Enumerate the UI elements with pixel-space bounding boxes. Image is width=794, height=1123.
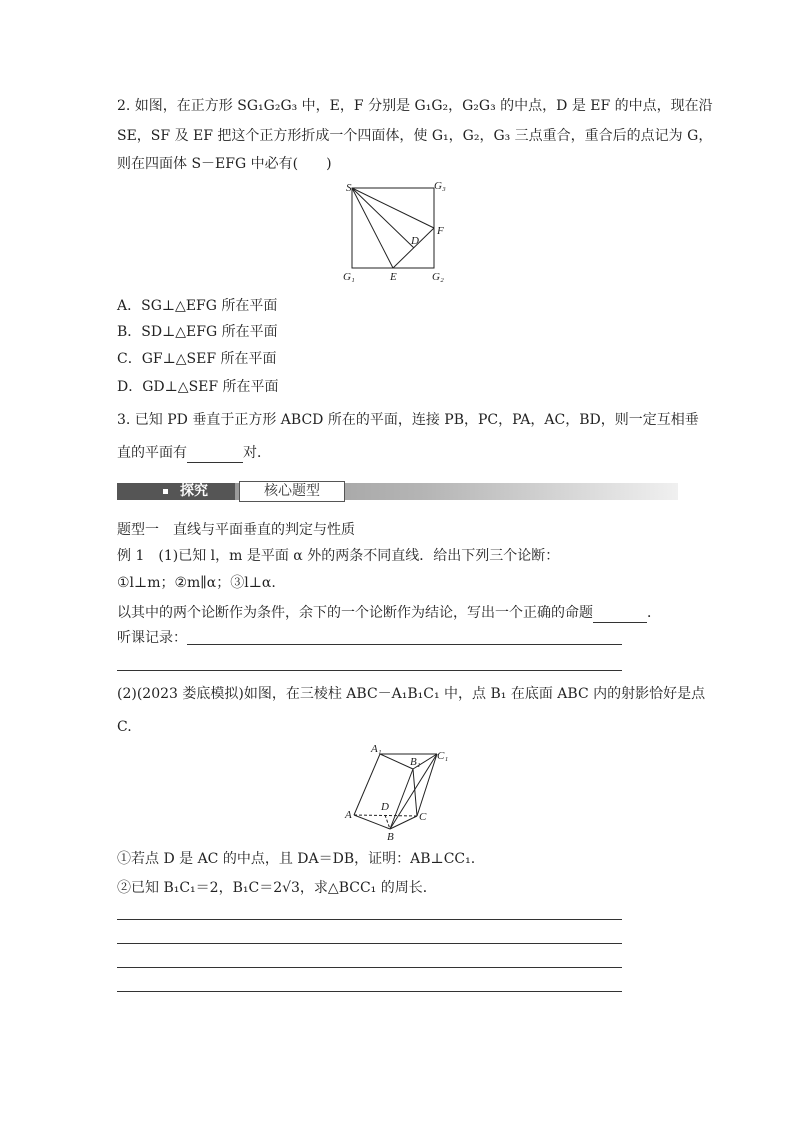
banner-square-icon — [163, 489, 168, 494]
q3-answer-blank — [187, 446, 243, 463]
prism-figure — [340, 740, 460, 846]
label-G3: G₃ — [434, 180, 446, 192]
label-D: D — [381, 801, 389, 813]
ex2-line-1: (2)(2023 娄底模拟)如图，在三棱柱 ABC－A₁B₁C₁ 中，点 B₁ 在底面 ABC 内的射影恰好是点 — [117, 686, 706, 702]
q2-option-b: B．SD⊥△EFG 所在平面 — [117, 324, 278, 340]
notes-line-2 — [117, 670, 622, 671]
q2-line-1: 2. 如图，在正方形 SG₁G₂G₃ 中，E，F 分别是 G₁G₂，G₂G₃ 的中点，D 是 EF 的中点，现在沿 — [117, 98, 713, 114]
ex1-line-3 — [117, 603, 661, 623]
type1-heading: 题型一 直线与平面垂直的判定与性质 — [117, 522, 355, 538]
square-folding-figure — [340, 176, 460, 292]
q2-option-c: C．GF⊥△SEF 所在平面 — [117, 351, 277, 367]
answer-line-4 — [117, 991, 622, 992]
ex2-line-2: C. — [117, 719, 132, 735]
notes-label: 听课记录： — [117, 630, 187, 646]
label-B1: B₁ — [410, 756, 421, 768]
q3-line-1: 3. 已知 PD 垂直于正方形 ABCD 所在的平面，连接 PB，PC，PA，AC，BD，则一定互相垂 — [117, 412, 699, 428]
label-G1: G₁ — [343, 271, 355, 283]
ex1-line-3-text: 以其中的两个论断作为条件，余下的一个论断作为结论，写出一个正确的命题 — [117, 605, 593, 621]
section-banner — [117, 480, 678, 502]
label-S: S — [346, 182, 352, 194]
q2-option-d: D．GD⊥△SEF 所在平面 — [117, 379, 279, 395]
answer-line-2 — [117, 943, 622, 944]
ex2-part-2: ②已知 B₁C₁＝2，B₁C＝2√3，求△BCC₁ 的周长． — [117, 880, 437, 896]
label-B: B — [387, 831, 394, 842]
ex1-line-2: ①l⊥m；②m∥α；③l⊥α. — [117, 575, 276, 591]
answer-line-3 — [117, 967, 622, 968]
ex1-line-3-end: ． — [647, 605, 661, 621]
q3-line-2 — [117, 443, 271, 463]
label-C: C — [419, 811, 427, 823]
q3-text-after: 对． — [243, 445, 271, 461]
ex2-part-1: ①若点 D 是 AC 的中点，且 DA＝DB，证明：AB⊥CC₁. — [117, 851, 476, 867]
notes-line-1 — [187, 644, 622, 645]
q2-line-2: SE，SF 及 EF 把这个正方形折成一个四面体，使 G₁，G₂，G₃ 三点重合，重合后的点记为 G， — [117, 128, 713, 144]
label-F: F — [437, 225, 444, 237]
banner-label-explore: 探究 — [180, 483, 208, 499]
label-C1: C₁ — [437, 750, 449, 762]
label-A1: A₁ — [371, 743, 382, 755]
q2-line-3: 则在四面体 S－EFG 中必有( ) — [117, 156, 332, 172]
ex1-answer-blank — [593, 606, 647, 623]
label-G2: G₂ — [432, 271, 444, 283]
q2-option-a: A．SG⊥△EFG 所在平面 — [117, 298, 278, 314]
q3-text-before: 直的平面有 — [117, 445, 187, 461]
ex1-line-1: 例 1 (1)已知 l，m 是平面 α 外的两条不同直线．给出下列三个论断： — [117, 548, 560, 564]
label-E: E — [390, 271, 397, 283]
banner-dark-block — [117, 483, 235, 500]
label-A: A — [345, 809, 352, 821]
label-D: D — [411, 235, 419, 247]
answer-line-1 — [117, 919, 622, 920]
banner-label-core: 核心题型 — [239, 481, 345, 502]
